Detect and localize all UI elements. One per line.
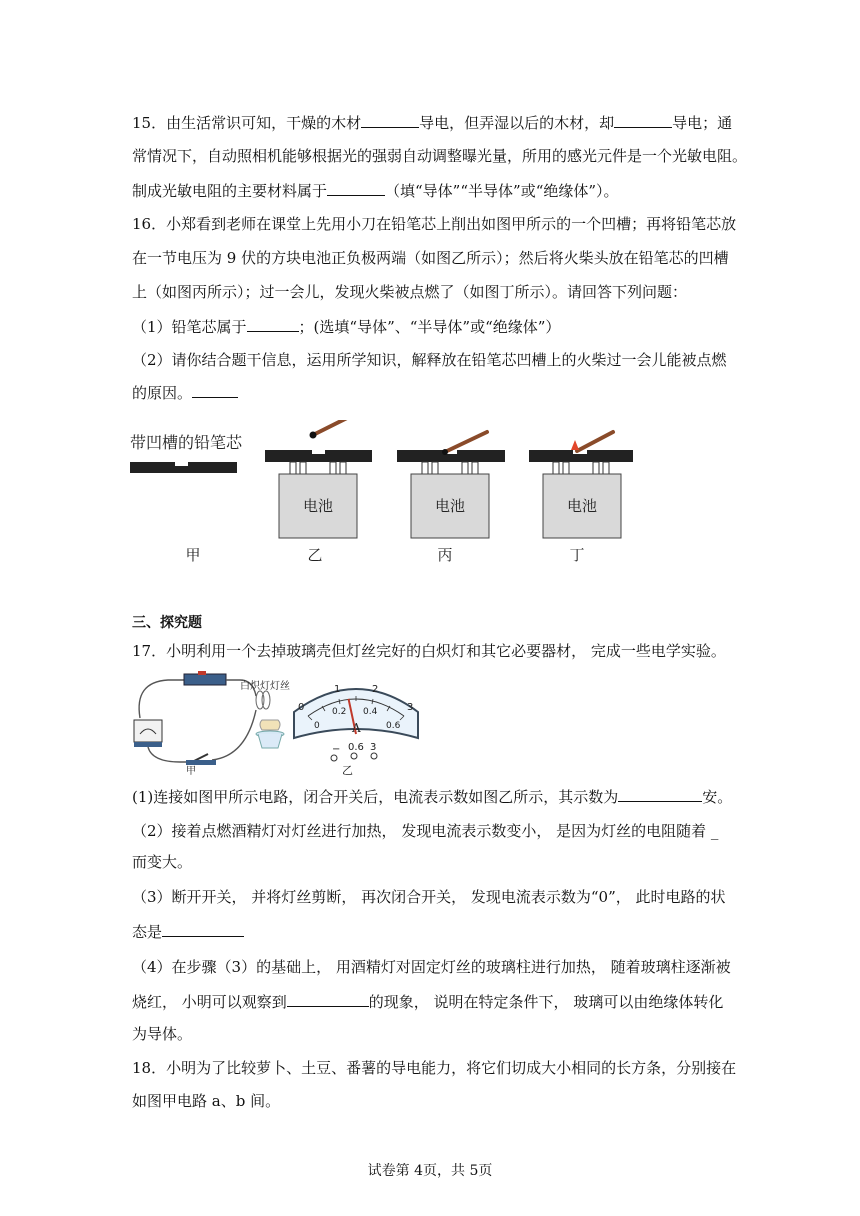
q16-blank-2[interactable] xyxy=(192,381,238,398)
battery-yi xyxy=(265,420,372,564)
caption-ding: 丁 xyxy=(569,546,585,564)
q17-sub-2-line-2: 而变大。 xyxy=(132,853,193,871)
ammeter-icon xyxy=(134,720,162,742)
q17-sub4-text-b: 的现象， 说明在特定条件下， 玻璃可以由绝缘体转化 xyxy=(368,993,724,1011)
q17-sub1-text-b: 安。 xyxy=(702,788,733,806)
q18-line-2: 如图甲电路 a、b 间。 xyxy=(132,1092,281,1110)
q17-sub-2-line-1: （2）接着点燃酒精灯对灯丝进行加热， 发现电流表示数变小， 是因为灯丝的电阻随着 _ xyxy=(132,822,719,840)
q16-sub1-text-b: ；(选填“导体”、“半导体”或“绝缘体”） xyxy=(298,318,561,336)
filament-label: 白炽灯灯丝 xyxy=(240,681,290,692)
alcohol-lamp-icon xyxy=(258,734,282,748)
q15-text-e: （填“导体”“半导体”或“绝缘体”）。 xyxy=(385,182,619,200)
pencil-lead-bing xyxy=(397,450,505,462)
q17-sub-4-line-3: 为导体。 xyxy=(132,1025,193,1043)
scale-inner-2: 0.4 xyxy=(363,707,378,717)
caption-bing: 丙 xyxy=(437,546,453,564)
section-title: 三、探究题 xyxy=(132,615,202,631)
pencil-lead-groove xyxy=(130,462,237,473)
scale-inner-1: 0.2 xyxy=(332,707,347,717)
q16-sub-2-line-1: （2）请你结合题干信息，运用所学知识，解释放在铅笔芯凹槽上的火柴过一会儿能被点燃 xyxy=(132,351,727,369)
battery-label-ding: 电池 xyxy=(566,497,598,515)
q15-text-d: 制成光敏电阻的主要材料属于 xyxy=(132,182,328,200)
scale-outer-0: 0 xyxy=(298,702,305,713)
q16-line-2: 在一节电压为 9 伏的方块电池正负极两端（如图乙所示）；然后将火柴头放在铅笔芯的凹槽 xyxy=(132,249,729,267)
q15-blank-2[interactable] xyxy=(614,111,672,128)
page-footer: 试卷第 4页，共 5页 xyxy=(367,1163,493,1179)
q15-blank-3[interactable] xyxy=(327,179,385,196)
q16-sub-1 xyxy=(132,315,560,338)
q15-text-a: 15．由生活常识可知，干燥的木材 xyxy=(132,114,362,132)
q17-sub3-text: 态是 xyxy=(132,923,163,941)
q17-ammeter-figure xyxy=(290,668,422,780)
battery-bing xyxy=(397,432,505,564)
q16-sub1-text-a: （1）铅笔芯属于 xyxy=(132,318,247,336)
pencil-lead-ding xyxy=(529,450,633,462)
scale-outer-3: 3 xyxy=(407,702,414,713)
terminal-knob-1 xyxy=(331,755,337,761)
matchstick-yi xyxy=(315,420,347,434)
terminal-3: 3 xyxy=(370,742,377,753)
q17-sub-1 xyxy=(132,785,732,808)
scale-outer-2: 2 xyxy=(372,684,379,695)
q17-sub1-text-a: (1)连接如图甲所示电路，闭合开关后，电流表示数如图乙所示，其示数为 xyxy=(132,788,619,806)
terminal-knob-3 xyxy=(371,753,377,759)
ammeter-letter: A xyxy=(352,721,361,735)
q15-blank-1[interactable] xyxy=(361,111,419,128)
battery-label-bing: 电池 xyxy=(434,497,466,515)
q16-blank-1[interactable] xyxy=(247,315,299,332)
q15-line-1 xyxy=(132,111,732,134)
terminal-0-6: 0.6 xyxy=(348,742,364,753)
q17-sub-4-line-2 xyxy=(132,990,723,1013)
q15-line-3 xyxy=(132,179,619,202)
terminal-knob-2 xyxy=(351,753,357,759)
scale-inner-0: 0 xyxy=(314,721,320,731)
pencil-lead-yi xyxy=(265,450,372,462)
wire-left xyxy=(139,680,188,718)
q17-caption-jia: 甲 xyxy=(186,766,196,777)
q17-sub-3-line-2 xyxy=(132,920,244,943)
q15-text-b: 导电，但弄湿以后的木材，却 xyxy=(419,114,615,132)
q17-caption-yi: 乙 xyxy=(342,764,353,777)
q17-sub-3-line-1: （3）断开开关， 并将灯丝剪断， 再次闭合开关， 发现电流表示数为“0”， 此时电路的状 xyxy=(132,888,726,906)
q16-sub2-text: 的原因。 xyxy=(132,384,193,402)
q17-blank-3[interactable] xyxy=(162,920,244,937)
caption-yi: 乙 xyxy=(307,546,323,564)
matchstick-ding xyxy=(577,432,613,451)
q17-sub-4-line-1: （4）在步骤（3）的基础上， 用酒精灯对固定灯丝的玻璃柱进行加热， 随着玻璃柱逐渐被 xyxy=(132,958,731,976)
groove-label: 带凹槽的铅笔芯 xyxy=(130,433,243,452)
q17-blank-4[interactable] xyxy=(287,990,369,1007)
terminal-minus: − xyxy=(332,744,341,755)
q17-blank-1[interactable] xyxy=(618,785,702,802)
q17-intro: 17．小明利用一个去掉玻璃壳但灯丝完好的白炽灯和其它必要器材， 完成一些电学实验。 xyxy=(132,642,726,660)
scale-inner-3: 0.6 xyxy=(386,721,401,731)
q16-line-3: 上（如图丙所示）；过一会儿，发现火柴被点燃了（如图丁所示）。请回答下列问题： xyxy=(132,283,688,301)
q17-sub4-text-a: 烧红， 小明可以观察到 xyxy=(132,993,287,1011)
scale-outer-1: 1 xyxy=(334,684,341,695)
q15-line-2: 常情况下，自动照相机能够根据光的强弱自动调整曝光量，所用的感光元件是一个光敏电阻。 xyxy=(132,147,748,165)
q16-figure xyxy=(125,420,645,570)
q15-text-c: 导电；通 xyxy=(672,114,733,132)
matchstick-bing xyxy=(447,432,487,451)
q16-sub-2-line-2 xyxy=(132,381,238,404)
flame-icon xyxy=(571,440,579,450)
q17-circuit-figure xyxy=(128,670,298,778)
q18-line-1: 18．小明为了比较萝卜、土豆、番薯的导电能力，将它们切成大小相同的长方条，分别接在 xyxy=(132,1059,737,1077)
caption-jia: 甲 xyxy=(185,546,201,564)
rheostat-icon xyxy=(184,674,226,685)
battery-label-yi: 电池 xyxy=(302,497,334,515)
battery-ding xyxy=(529,432,633,564)
q16-line-1: 16．小郑看到老师在课堂上先用小刀在铅笔芯上削出如图甲所示的一个凹槽；再将铅笔芯放 xyxy=(132,215,737,233)
lamp-icon xyxy=(260,720,280,730)
